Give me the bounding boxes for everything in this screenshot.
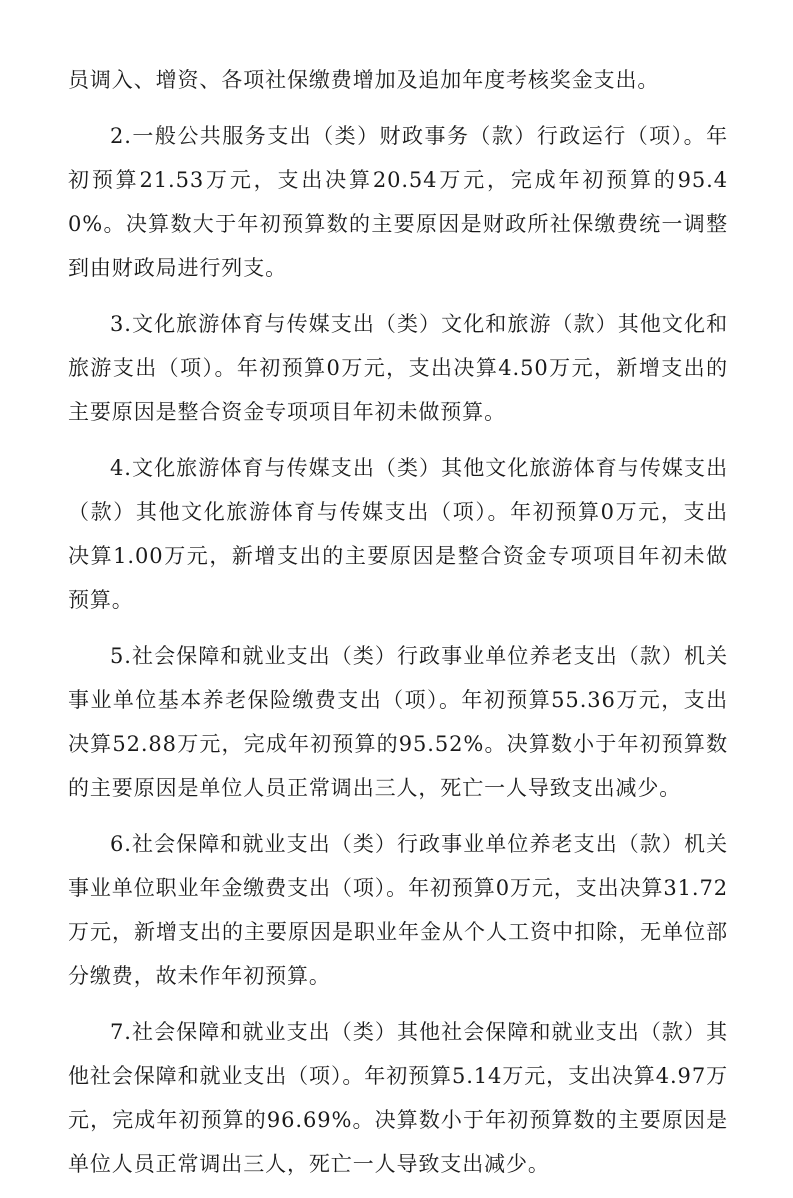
paragraph-item-6: 6.社会保障和就业支出（类）行政事业单位养老支出（款）机关事业单位职业年金缴费支出（项）。年初预算0万元，支出决算31.72万元，新增支出的主要原因是职业年金从个人工资中扣除，无单位部分缴费，故未作年初预算。	[68, 832, 728, 988]
paragraph-item-3: 3.文化旅游体育与传媒支出（类）文化和旅游（款）其他文化和旅游支出（项）。年初预算0万元，支出决算4.50万元，新增支出的主要原因是整合资金专项项目年初未做预算。	[68, 312, 728, 424]
paragraph-item-4: 4.文化旅游体育与传媒支出（类）其他文化旅游体育与传媒支出（款）其他文化旅游体育与传媒支出（项）。年初预算0万元，支出决算1.00万元，新增支出的主要原因是整合资金专项项目年初未做预算。	[68, 456, 728, 612]
paragraph-item-5: 5.社会保障和就业支出（类）行政事业单位养老支出（款）机关事业单位基本养老保险缴费支出（项）。年初预算55.36万元，支出决算52.88万元，完成年初预算的95.52%。决算数小于年初预算数的主要原因是单位人员正常调出三人，死亡一人导致支出减少。	[68, 644, 728, 800]
document-body	[68, 58, 728, 1198]
paragraph-item-7: 7.社会保障和就业支出（类）其他社会保障和就业支出（款）其他社会保障和就业支出（项）。年初预算5.14万元，支出决算4.97万元，完成年初预算的96.69%。决算数小于年初预算数的主要原因是单位人员正常调出三人，死亡一人导致支出减少。	[68, 1020, 728, 1176]
paragraph-continuation: 员调入、增资、各项社保缴费增加及追加年度考核奖金支出。	[68, 68, 660, 92]
paragraph-item-2: 2.一般公共服务支出（类）财政事务（款）行政运行（项）。年初预算21.53万元，支出决算20.54万元，完成年初预算的95.40%。决算数大于年初预算数的主要原因是财政所社保缴费统一调整到由财政局进行列支。	[68, 124, 728, 280]
